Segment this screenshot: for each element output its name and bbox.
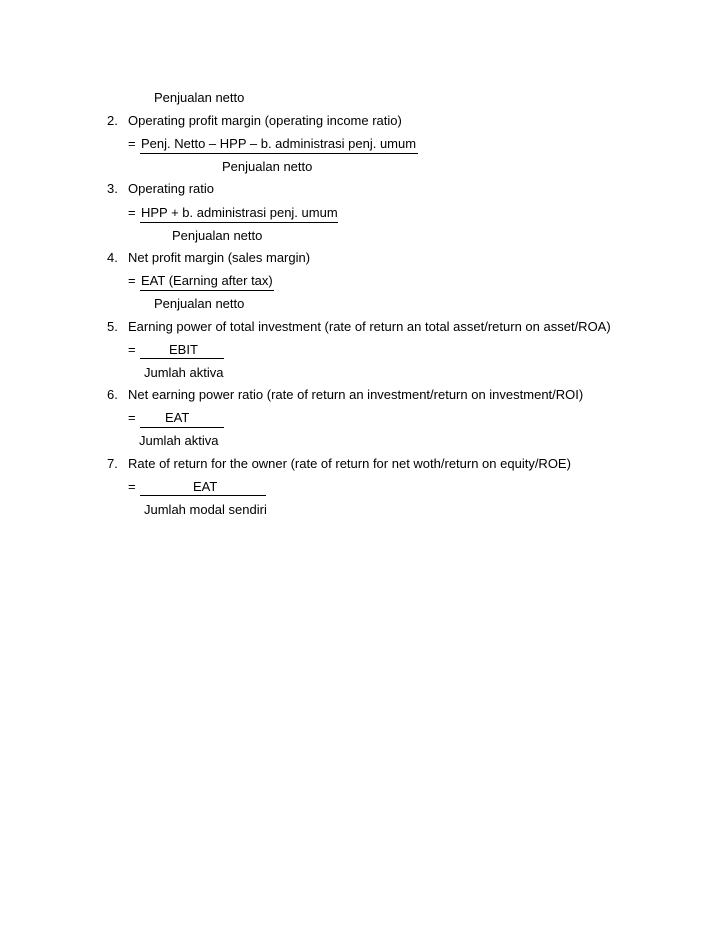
item-3-heading: Operating ratio: [128, 181, 214, 196]
item-6-numerator: EAT: [165, 410, 190, 425]
item-4-numerator: EAT (Earning after tax): [141, 273, 273, 288]
item-6-fraction-line: [140, 427, 224, 428]
item-6-number: 6.: [107, 387, 118, 402]
item-5-equals: =: [128, 342, 136, 357]
item-2-fraction-line: [140, 153, 418, 154]
item-2-equals: =: [128, 136, 136, 151]
top-denominator: Penjualan netto: [154, 90, 245, 105]
item-7-fraction-line: [140, 495, 266, 496]
item-3-denominator: Penjualan netto: [172, 228, 263, 243]
item-7-denominator: Jumlah modal sendiri: [144, 502, 267, 517]
item-4-equals: =: [128, 273, 136, 288]
item-2-denominator: Penjualan netto: [222, 159, 313, 174]
item-3-fraction-line: [140, 222, 338, 223]
item-5-denominator: Jumlah aktiva: [144, 365, 224, 380]
item-2-number: 2.: [107, 113, 118, 128]
item-7-number: 7.: [107, 456, 118, 471]
item-4-fraction-line: [140, 290, 274, 291]
item-7-equals: =: [128, 479, 136, 494]
item-4-number: 4.: [107, 250, 118, 265]
item-2-heading: Operating profit margin (operating income ratio): [128, 113, 402, 128]
item-4-heading: Net profit margin (sales margin): [128, 250, 311, 265]
item-5-number: 5.: [107, 319, 118, 334]
item-5-numerator: EBIT: [169, 342, 198, 357]
item-6-equals: =: [128, 410, 136, 425]
item-6-denominator: Jumlah aktiva: [139, 433, 219, 448]
item-5-heading: Earning power of total investment (rate of return an total asset/return on asset/ROA): [128, 319, 611, 334]
item-3-numerator: HPP + b. administrasi penj. umum: [141, 205, 338, 220]
item-2-numerator: Penj. Netto – HPP – b. administrasi penj. umum: [141, 136, 417, 151]
item-3-number: 3.: [107, 181, 118, 196]
item-3-equals: =: [128, 205, 136, 220]
item-7-heading: Rate of return for the owner (rate of return for net woth/return on equity/ROE): [128, 456, 571, 471]
item-7-numerator: EAT: [193, 479, 218, 494]
item-4-denominator: Penjualan netto: [154, 296, 245, 311]
item-5-fraction-line: [140, 358, 224, 359]
item-6-heading: Net earning power ratio (rate of return an investment/return on investment/ROI): [128, 387, 584, 402]
